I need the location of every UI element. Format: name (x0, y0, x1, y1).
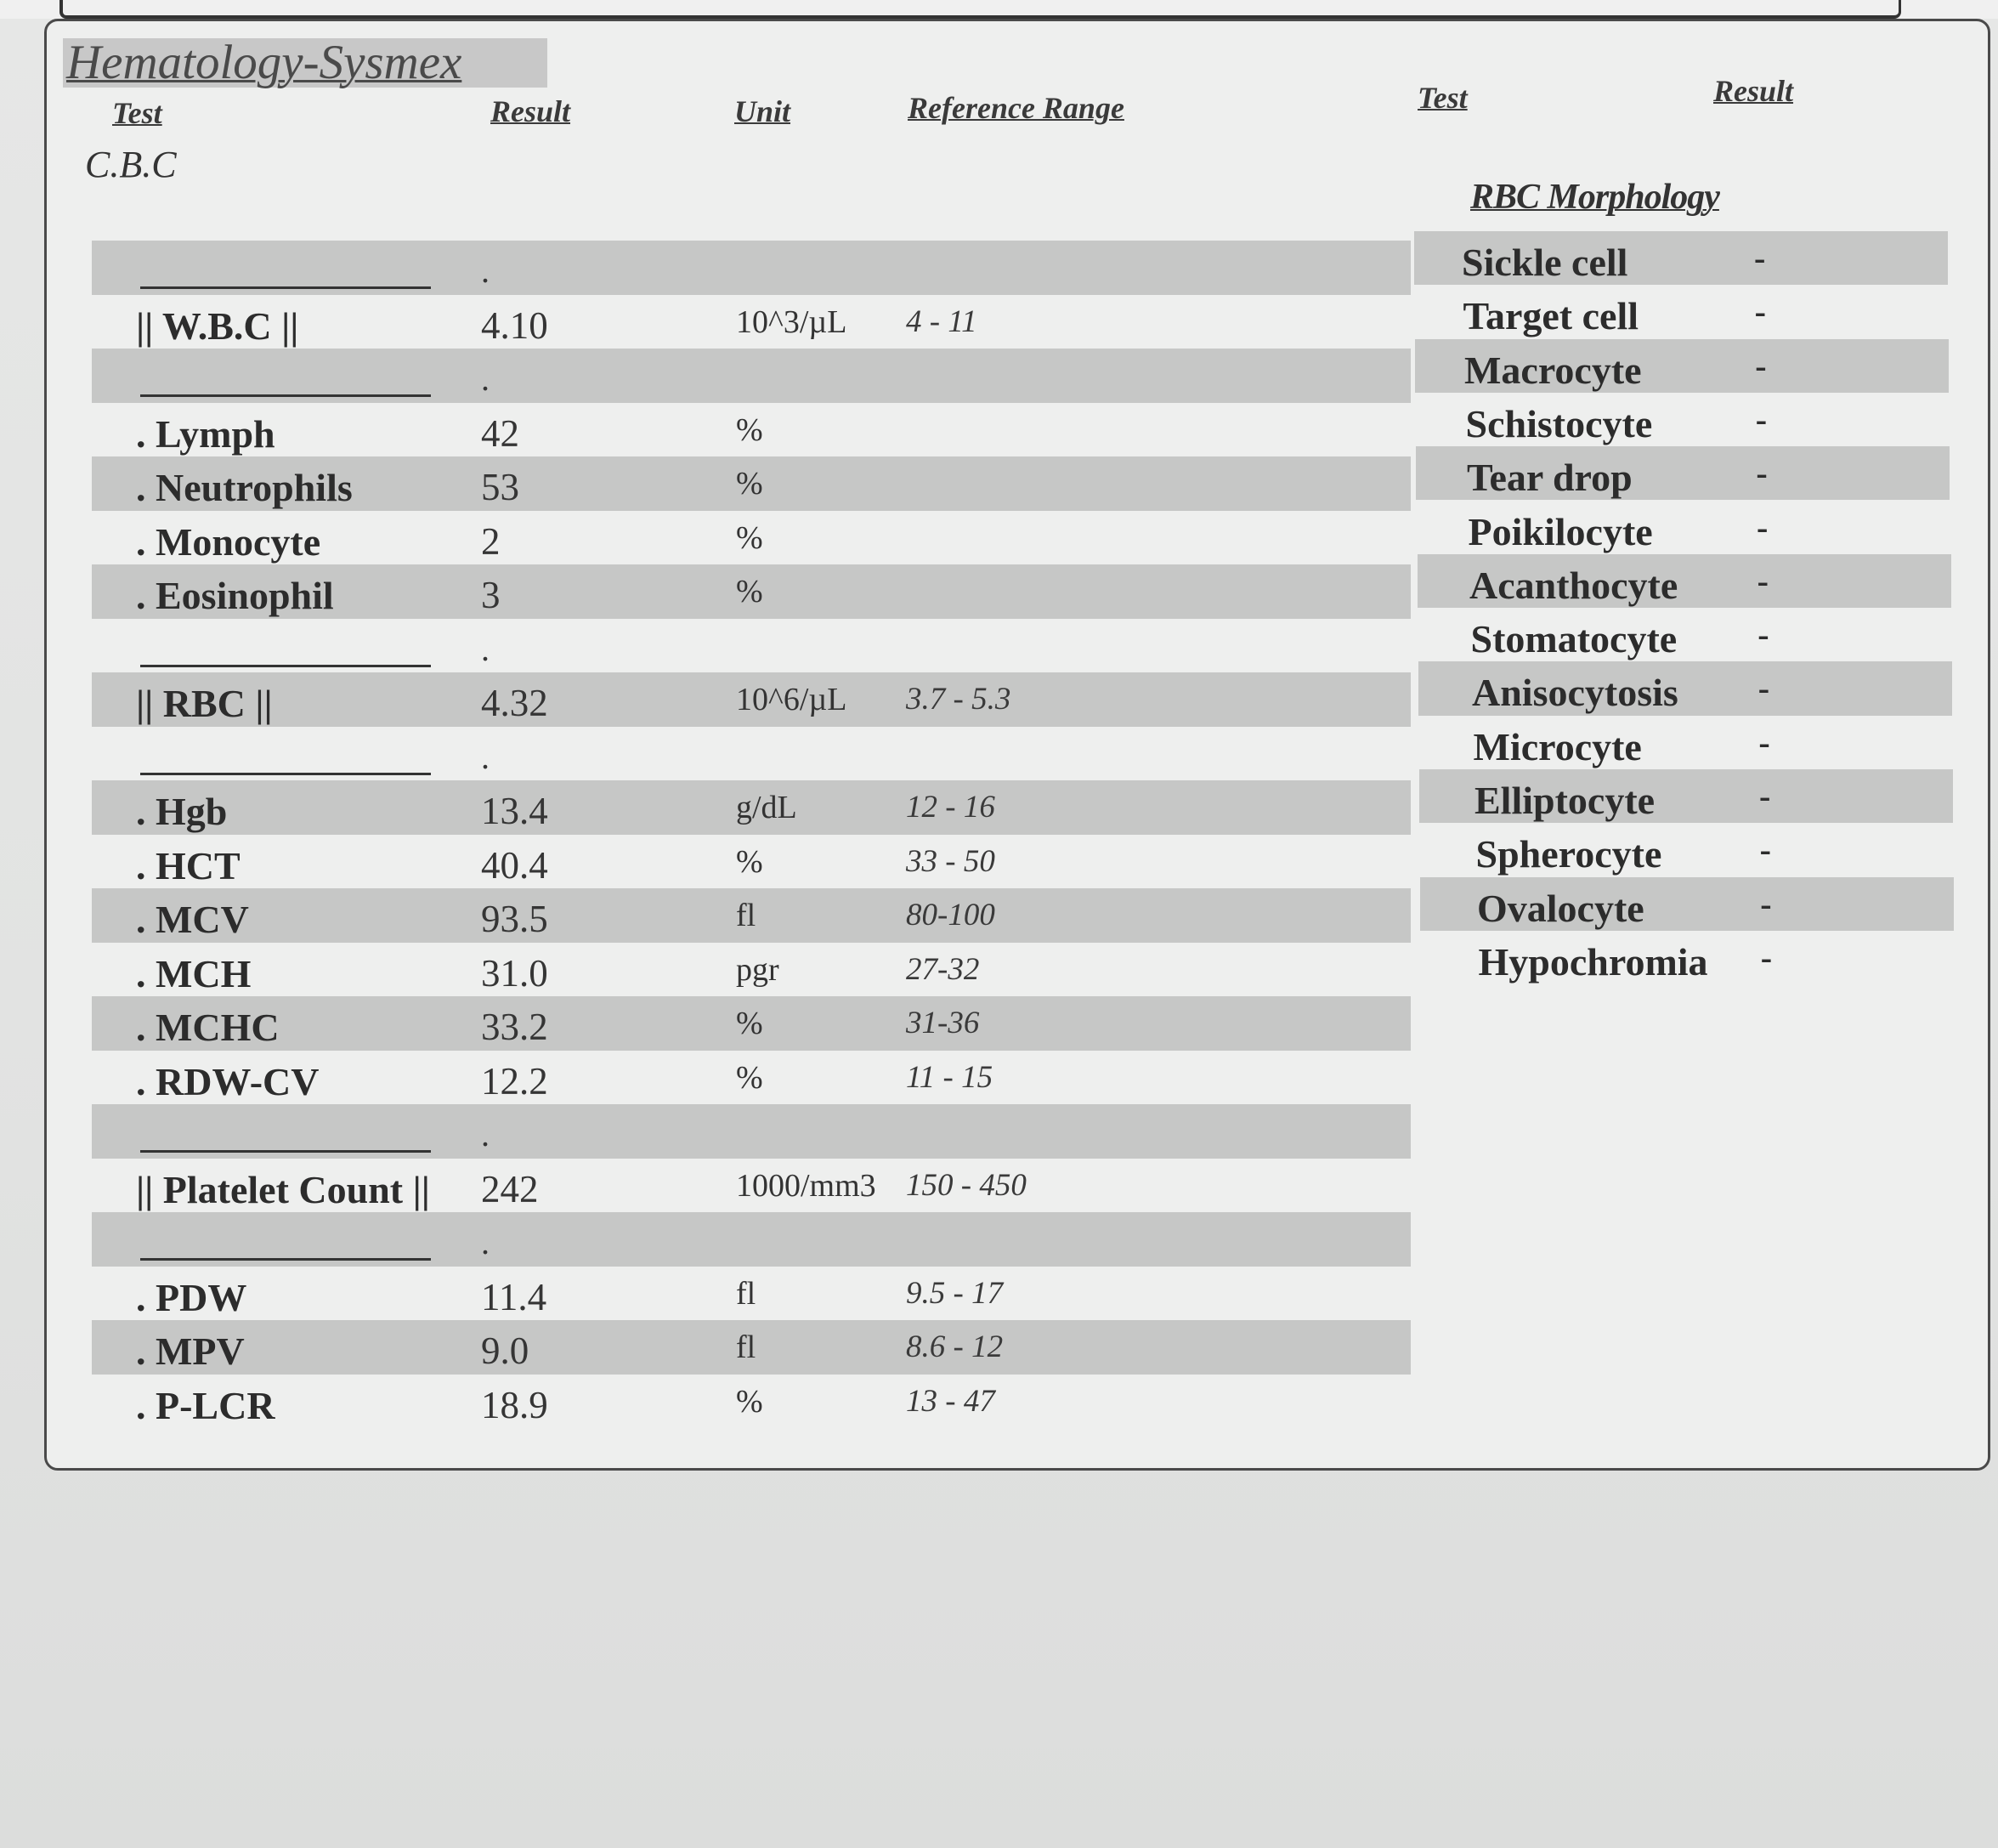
header-test: Test (112, 96, 162, 130)
test-name: . MCH (136, 951, 252, 995)
test-name: || RBC || (136, 682, 273, 725)
separator-line (140, 773, 431, 775)
section-label-cbc: C.B.C (85, 144, 177, 185)
test-reference-range: 3.7 - 5.3 (906, 682, 1011, 717)
test-result: 13.4 (481, 790, 548, 832)
separator-line (140, 286, 431, 289)
test-name: . RDW-CV (136, 1059, 320, 1103)
header-unit: Unit (734, 94, 791, 128)
morphology-result: - (1760, 884, 1772, 923)
separator-dot: . (481, 1115, 490, 1154)
test-reference-range: 8.6 - 12 (906, 1329, 1004, 1364)
test-result: 31.0 (481, 951, 548, 995)
test-reference-range: 150 - 450 (906, 1167, 1027, 1203)
test-reference-range: 13 - 47 (906, 1383, 995, 1419)
rbc-morphology-title: RBC Morphology (1470, 178, 1719, 217)
test-result: 33.2 (481, 1006, 548, 1048)
morphology-name: Schistocyte (1465, 401, 1653, 445)
test-unit: fl (736, 1275, 756, 1312)
morphology-result: - (1760, 938, 1773, 977)
test-name: || W.B.C || (136, 303, 299, 348)
test-reference-range: 80-100 (906, 898, 995, 933)
test-unit: 10^3/µL (736, 303, 847, 340)
morphology-result: - (1755, 346, 1767, 385)
test-name: . Lymph (136, 411, 275, 456)
morphology-name: Tear drop (1467, 456, 1633, 500)
header-right-result: Result (1713, 74, 1794, 108)
morphology-result: - (1759, 830, 1771, 870)
test-name: . Monocyte (136, 519, 321, 564)
morphology-result: - (1758, 723, 1770, 762)
test-unit: g/dL (736, 790, 797, 825)
morphology-result: - (1757, 615, 1769, 655)
test-name: || Platelet Count || (136, 1167, 430, 1211)
test-name: . MPV (136, 1329, 245, 1373)
test-reference-range: 27-32 (906, 951, 980, 987)
morphology-name: Ovalocyte (1477, 886, 1644, 930)
morphology-name: Spherocyte (1475, 832, 1662, 876)
separator-dot: . (481, 629, 490, 668)
separator-line (140, 394, 431, 397)
test-result: 4.32 (481, 682, 548, 724)
morphology-name: Microcyte (1473, 724, 1642, 768)
separator-line (140, 665, 431, 667)
morphology-name: Sickle cell (1462, 241, 1628, 284)
morphology-result: - (1757, 507, 1769, 547)
test-unit: 1000/mm3 (736, 1167, 876, 1204)
separator-line (140, 1258, 431, 1261)
separator-dot: . (481, 737, 490, 776)
test-unit: % (736, 519, 763, 556)
test-name: . MCHC (136, 1006, 280, 1049)
test-unit: % (736, 1006, 763, 1041)
previous-box-edge (59, 0, 1901, 19)
separator-dot: . (481, 360, 490, 398)
test-result: 12.2 (481, 1059, 548, 1103)
test-unit: fl (736, 1329, 756, 1365)
test-reference-range: 9.5 - 17 (906, 1275, 1004, 1311)
test-result: 11.4 (481, 1275, 547, 1318)
morphology-name: Stomatocyte (1470, 617, 1678, 661)
test-reference-range: 4 - 11 (906, 303, 977, 339)
test-unit: 10^6/µL (736, 682, 847, 717)
test-result: 4.10 (481, 303, 548, 347)
test-name: . P-LCR (136, 1383, 275, 1427)
morphology-result: - (1757, 561, 1769, 600)
test-unit: % (736, 843, 763, 880)
test-reference-range: 11 - 15 (906, 1059, 993, 1095)
morphology-name: Elliptocyte (1474, 779, 1656, 822)
morphology-result: - (1754, 239, 1766, 277)
test-result: 53 (481, 466, 519, 508)
morphology-name: Hypochromia (1478, 939, 1708, 984)
test-result: 42 (481, 411, 519, 455)
morphology-name: Macrocyte (1464, 348, 1642, 392)
morphology-name: Target cell (1463, 294, 1639, 338)
test-name: . Neutrophils (136, 466, 353, 509)
test-unit: % (736, 574, 763, 609)
test-result: 9.0 (481, 1329, 529, 1372)
morphology-result: - (1757, 669, 1770, 708)
test-name: . PDW (136, 1275, 247, 1319)
morphology-name: Poikilocyte (1468, 509, 1653, 553)
morphology-result: - (1759, 777, 1771, 815)
morphology-result: - (1754, 292, 1766, 332)
test-unit: fl (736, 898, 756, 933)
test-reference-range: 33 - 50 (906, 843, 995, 879)
test-unit: % (736, 1059, 763, 1096)
separator-dot: . (481, 1223, 490, 1261)
test-name: . Eosinophil (136, 574, 334, 617)
morphology-result: - (1756, 454, 1768, 493)
test-unit: % (736, 411, 763, 448)
test-result: 242 (481, 1167, 539, 1210)
morphology-result: - (1755, 400, 1768, 439)
test-unit: % (736, 1383, 763, 1420)
report-title: Hematology-Sysmex (63, 38, 547, 88)
test-name: . Hgb (136, 790, 228, 833)
test-result: 3 (481, 574, 501, 616)
test-reference-range: 12 - 16 (906, 790, 995, 825)
header-reference-range: Reference Range (908, 91, 1124, 125)
header-result: Result (490, 94, 571, 128)
test-unit: % (736, 466, 763, 502)
header-right-test: Test (1418, 81, 1468, 115)
test-name: . MCV (136, 898, 249, 941)
morphology-name: Acanthocyte (1469, 563, 1678, 607)
test-result: 2 (481, 519, 501, 563)
test-reference-range: 31-36 (906, 1006, 980, 1040)
morphology-name: Anisocytosis (1472, 671, 1678, 715)
test-name: . HCT (136, 843, 241, 887)
separator-dot: . (481, 252, 490, 290)
test-result: 40.4 (481, 843, 548, 887)
test-result: 93.5 (481, 898, 548, 940)
test-unit: pgr (736, 951, 779, 988)
separator-line (140, 1150, 431, 1153)
test-result: 18.9 (481, 1383, 548, 1426)
